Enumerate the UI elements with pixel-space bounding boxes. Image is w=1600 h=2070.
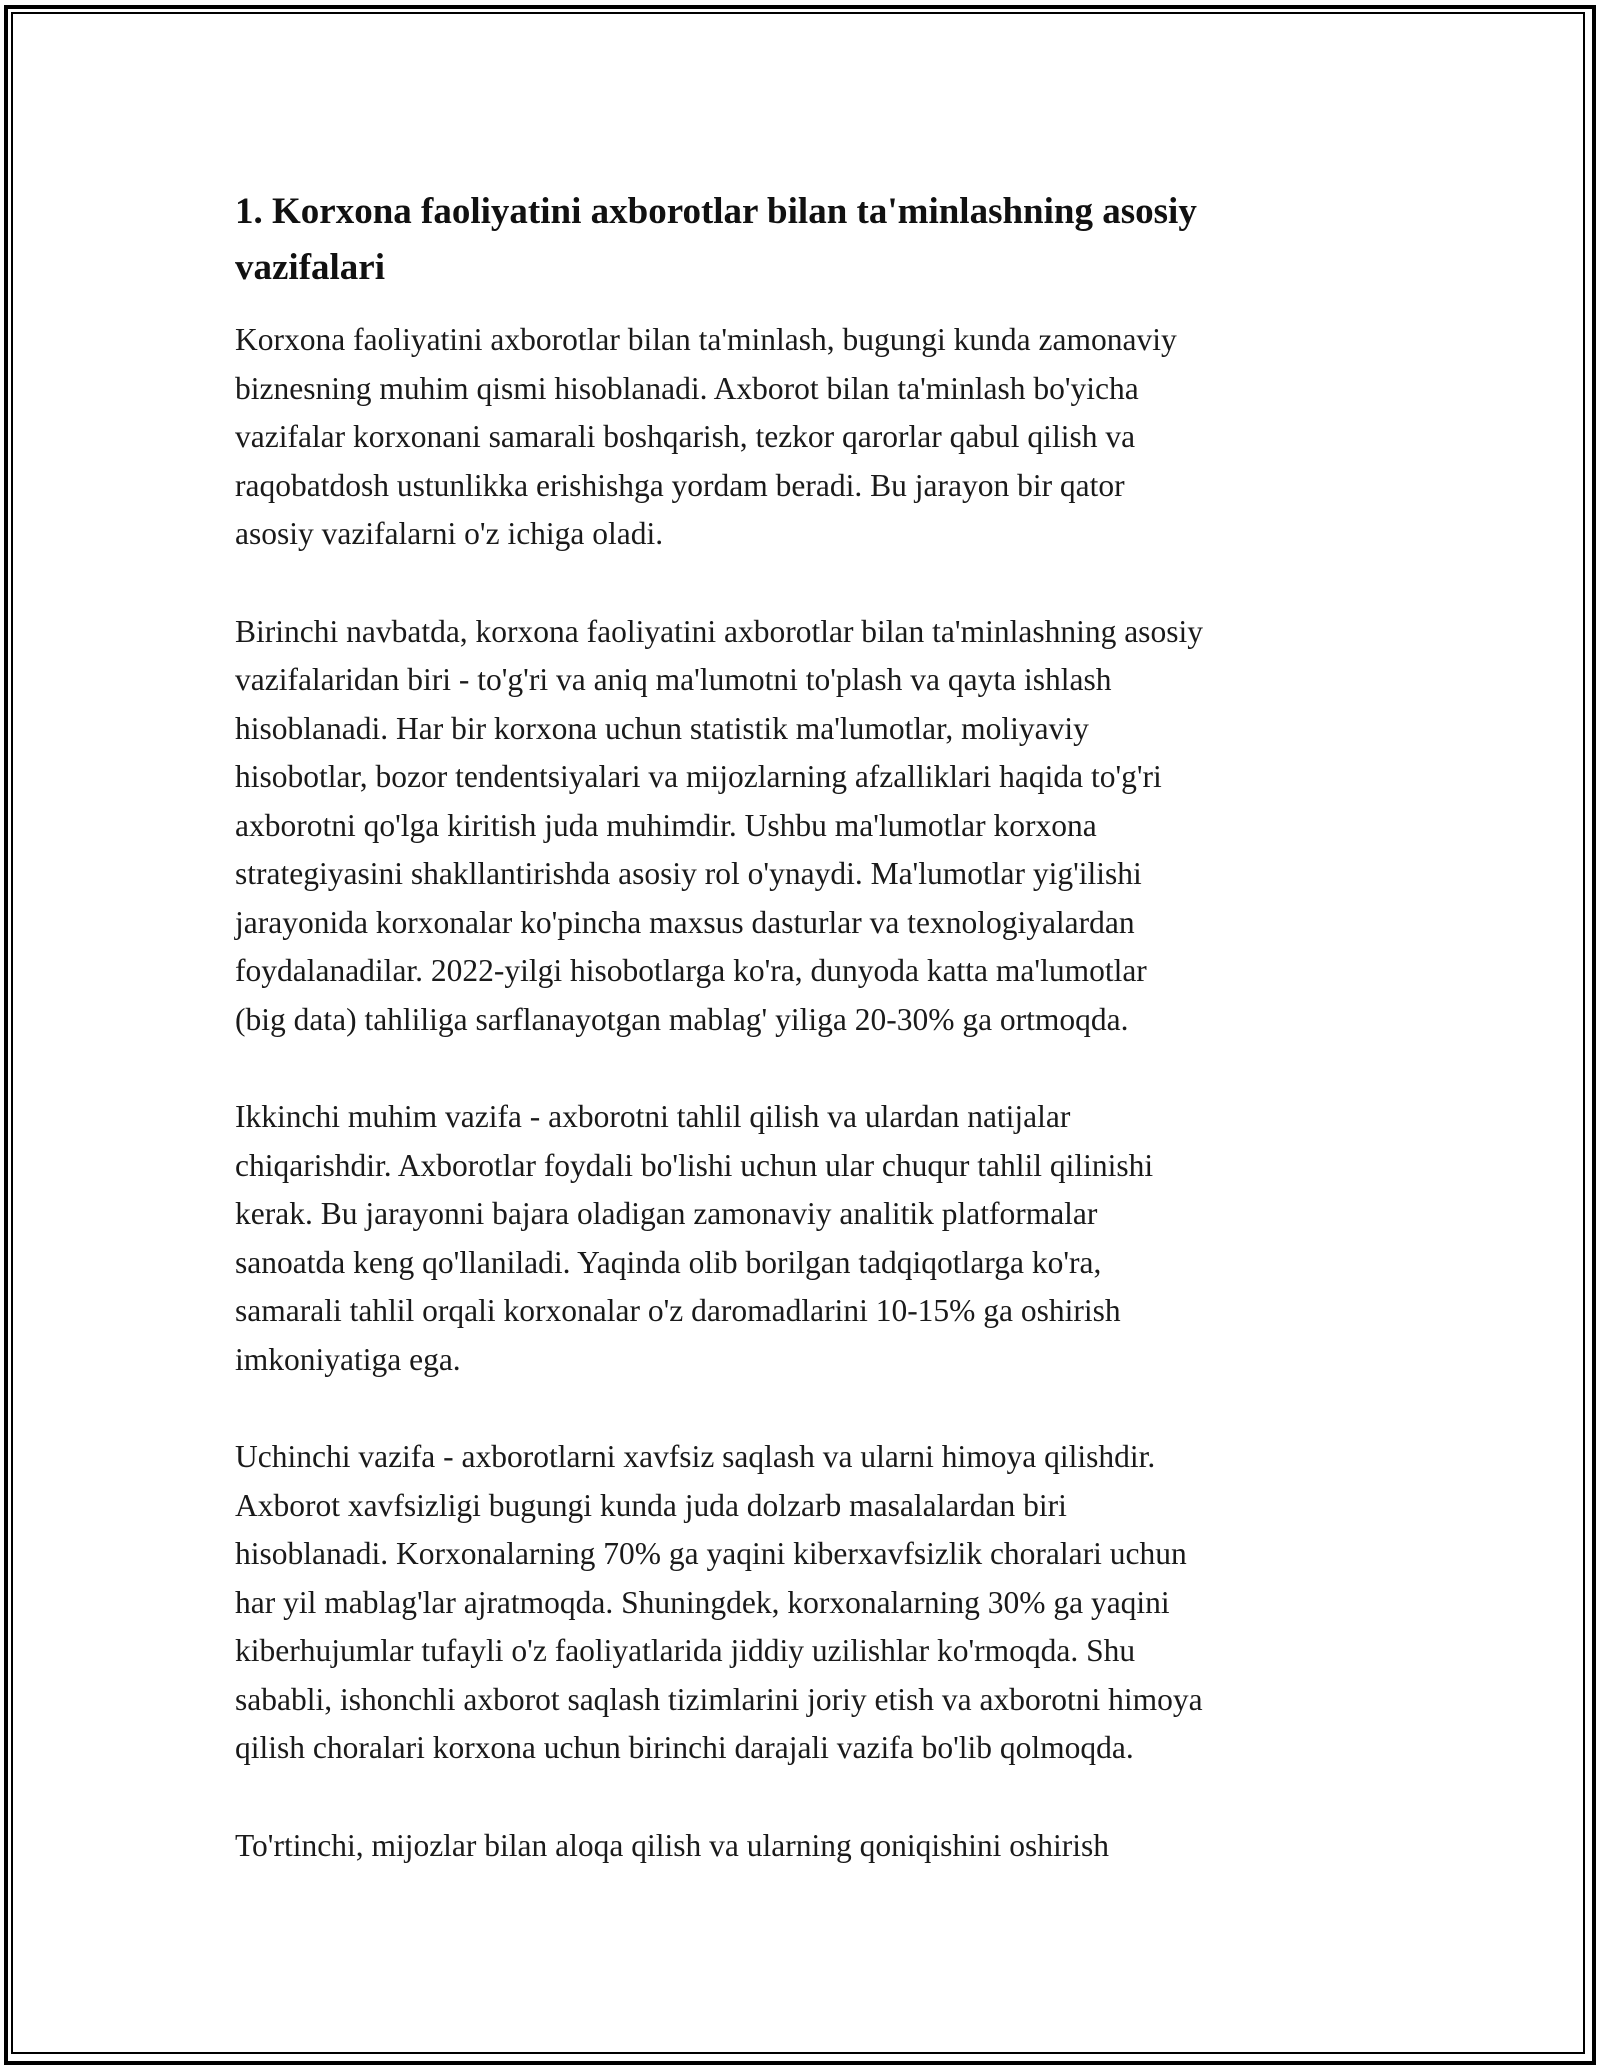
text-line: samarali tahlil orqali korxonalar o'z daromadlarini 10-15% ga oshirish: [235, 1293, 1121, 1328]
paragraph-third-task: [235, 1433, 1375, 1773]
text-line: axborotni qo'lga kiritish juda muhimdir. Ushbu ma'lumotlar korxona: [235, 807, 1097, 843]
text-line: qilish choralari korxona uchun birinchi darajali vazifa bo'lib qolmoqda.: [235, 1730, 1134, 1765]
section-title: [235, 184, 1375, 296]
text-line: Birinchi navbatda, korxona faoliyatini axborotlar bilan ta'minlashning asosiy: [235, 613, 1203, 649]
text-line: jarayonida korxonalar ko'pincha maxsus dasturlar va texnologiyalardan: [235, 904, 1135, 940]
text-line: hisoblanadi. Korxonalarning 70% ga yaqini kiberxavfsizlik choralari uchun: [235, 1536, 1187, 1571]
text-line: imkoniyatiga ega.: [235, 1341, 461, 1377]
paragraph-second-task: [235, 1093, 1375, 1384]
text-line: har yil mablag'lar ajratmoqda. Shuningdek, korxonalarning 30% ga yaqini: [235, 1584, 1170, 1620]
text-line: Korxona faoliyatini axborotlar bilan ta'minlash, bugungi kunda zamonaviy: [235, 322, 1177, 357]
text-line: biznesning muhim qismi hisoblanadi. Axborot bilan ta'minlash bo'yicha: [235, 370, 1139, 406]
text-line: kerak. Bu jarayonni bajara oladigan zamonaviy analitik platformalar: [235, 1196, 1098, 1231]
text-line: raqobatdosh ustunlikka erishishga yordam beradi. Bu jarayon bir qator: [235, 467, 1125, 503]
text-line: sanoatda keng qo'llaniladi. Yaqinda olib borilgan tadqiqotlarga ko'ra,: [235, 1244, 1102, 1280]
paragraph-intro: [235, 316, 1375, 559]
text-line: Ikkinchi muhim vazifa - axborotni tahlil qilish va ulardan natijalar: [235, 1099, 1071, 1134]
text-line: Axborot xavfsizligi bugungi kunda juda dolzarb masalalardan biri: [235, 1487, 1067, 1523]
text-line: kiberhujumlar tufayli o'z faoliyatlarida jiddiy uzilishlar ko'rmoqda. Shu: [235, 1633, 1136, 1668]
text-line: vazifalaridan biri - to'g'ri va aniq ma'lumotni to'plash va qayta ishlash: [235, 662, 1112, 697]
text-line: hisobotlar, bozor tendentsiyalari va mijozlarning afzalliklari haqida to'g'ri: [235, 759, 1162, 794]
text-line: vazifalar korxonani samarali boshqarish, tezkor qarorlar qabul qilish va: [235, 419, 1136, 454]
title-line: vazifalari: [235, 247, 386, 288]
text-line: chiqarishdir. Axborotlar foydali bo'lishi uchun ular chuqur tahlil qilinishi: [235, 1147, 1154, 1183]
text-line: hisoblanadi. Har bir korxona uchun statistik ma'lumotlar, moliyaviy: [235, 710, 1089, 746]
text-line: asosiy vazifalarni o'z ichiga oladi.: [235, 516, 664, 551]
paragraph-first-task: [235, 608, 1375, 1045]
text-line: strategiyasini shakllantirishda asosiy rol o'ynaydi. Ma'lumotlar yig'ilishi: [235, 856, 1142, 891]
text-line: sababli, ishonchli axborot saqlash tizimlarini joriy etish va axborotni himoya: [235, 1681, 1203, 1717]
paragraph-fourth-task: [235, 1822, 1375, 1871]
text-line: Uchinchi vazifa - axborotlarni xavfsiz saqlash va ularni himoya qilishdir.: [235, 1439, 1156, 1474]
text-line: To'rtinchi, mijozlar bilan aloqa qilish va ularning qoniqishini oshirish: [235, 1827, 1109, 1863]
text-line: (big data) tahliliga sarflanayotgan mablag' yiliga 20-30% ga ortmoqda.: [235, 1001, 1129, 1037]
document-body: [235, 184, 1375, 1919]
title-line: 1. Korxona faoliyatini axborotlar bilan ta'minlashning asosiy: [235, 191, 1197, 232]
text-line: foydalanadilar. 2022-yilgi hisobotlarga ko'ra, dunyoda katta ma'lumotlar: [235, 953, 1147, 988]
